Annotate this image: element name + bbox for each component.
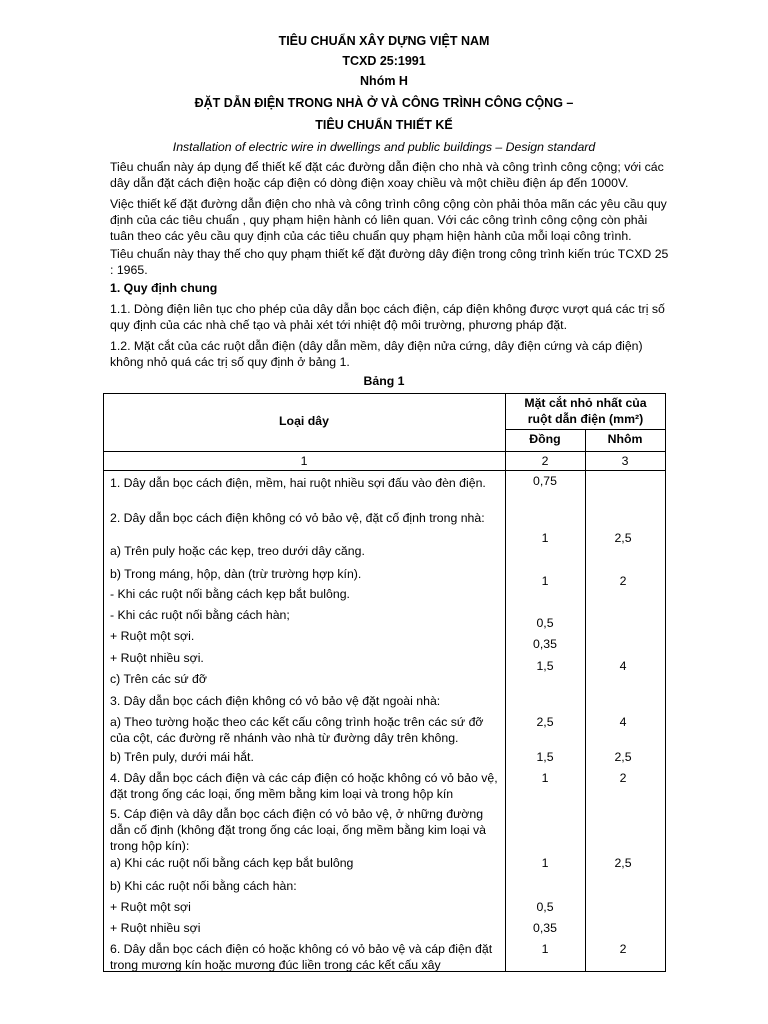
table-row-text: 5. Cáp điện và dây dẫn bọc cách điện có vỏ bảo vệ, ở những đường dẫn cố định (không đặt trong ống các loại, ống mềm bằng kim loại và trong hộp kín): [110,807,486,853]
table-row-text: 4. Dây dẫn bọc cách điện và các cáp điện có hoặc không có vỏ bảo vệ, đặt trong ống các loại, ống mềm bằng kim loại và trong hộp kín [110,771,498,801]
section-1-title: 1. Quy định chung [110,281,218,295]
table-row-text: b) Trong máng, hộp, dàn (trừ trường hợp kín). [110,567,362,581]
table-row-text: a) Khi các ruột nối bằng cách kẹp bắt bulông [110,856,354,870]
column-number-1: 1 [300,454,308,468]
table-row-text: + Ruột một sợi [110,900,191,914]
table-cell-copper: 1 [541,531,549,545]
table-row-text: + Ruột nhiều sợi. [110,651,204,665]
table-cell-copper: 1 [541,574,549,588]
table-cell-copper: 1,5 [536,659,554,673]
table-row-text: a) Trên puly hoặc các kẹp, treo dưới dây căng. [110,544,365,558]
table-row-text: 6. Dây dẫn bọc cách điện có hoặc không có vỏ bảo vệ và cáp điện đặt trong mương kín hoặc mương đúc liền trong các kết cấu xây [110,942,493,972]
header-min-cross-section: Mặt cắt nhỏ nhất của ruột dẫn điện (mm²) [524,396,647,426]
table-row-text: - Khi các ruột nối bằng cách hàn; [110,608,290,622]
table-row-text: 2. Dây dẫn bọc cách điện không có vỏ bảo vệ, đặt cố định trong nhà: [110,511,485,525]
table-cell-copper: 0,5 [536,616,554,630]
table-row-text: - Khi các ruột nối bằng cách kẹp bắt bulông. [110,587,350,601]
document-title-line1: ĐẶT DẪN ĐIỆN TRONG NHÀ Ở VÀ CÔNG TRÌNH CÔNG CỘNG – [194,96,574,110]
specification-table [103,393,666,972]
header-copper: Đồng [529,432,561,446]
table-cell-aluminum: 2,5 [614,750,632,764]
table-cell-aluminum: 4 [619,659,627,673]
table-row-text: 1. Dây dẫn bọc cách điện, mềm, hai ruột nhiều sợi đấu vào đèn điện. [110,476,486,490]
table-caption: Bảng 1 [363,374,405,388]
table-row-text: b) Trên puly, dưới mái hắt. [110,750,254,764]
table-cell-aluminum: 2,5 [614,531,632,545]
table-border-left [103,393,104,972]
table-cell-copper: 1,5 [536,750,554,764]
table-header-bottom [103,451,666,452]
intro-paragraph-1: Tiêu chuẩn này áp dụng để thiết kế đặt các đường dẫn điện cho nhà và công trình công cộng; với các dây dẫn đặt cách điện hoặc cáp điện có dòng điện xoay chiều và một chiều điện áp đến 1000V. [110,160,664,190]
table-cell-copper: 0,5 [536,900,554,914]
table-border-top [103,393,666,394]
header-aluminum: Nhôm [607,432,643,446]
table-cell-aluminum: 2,5 [614,856,632,870]
table-cell-copper: 1 [541,856,549,870]
table-col-divider-1 [505,393,506,972]
country-standard-title: TIÊU CHUẨN XÂY DỰNG VIỆT NAM [278,34,490,48]
table-cell-copper: 2,5 [536,715,554,729]
english-title: Installation of electric wire in dwellings and public buildings – Design standard [172,140,596,154]
table-row-text: a) Theo tường hoặc theo các kết cấu công trình hoặc trên các sứ đỡ của cột, các đường rẽ nhánh vào nhà từ đường dây trên không. [110,715,484,745]
table-cell-copper: 1 [541,771,549,785]
table-number-row-bottom [103,470,666,471]
group-label: Nhóm H [360,74,408,88]
table-row-text: 3. Dây dẫn bọc cách điện không có vỏ bảo vệ đặt ngoài nhà: [110,694,441,708]
standard-code: TCXD 25:1991 [342,54,426,68]
table-cell-copper: 0,35 [533,637,557,651]
table-row-text: + Ruột nhiều sợi [110,921,201,935]
column-number-2: 2 [541,454,549,468]
column-number-3: 3 [621,454,629,468]
table-col-divider-2 [585,429,586,972]
table-row-text: + Ruột một sợi. [110,629,195,643]
table-cell-copper: 0,75 [533,474,557,488]
intro-paragraph-2: Việc thiết kế đặt đường dẫn điện cho nhà và công trình công cộng còn phải thỏa mãn các yêu cầu quy định của các tiêu chuẩn , quy phạm hiện hành có liên quan. Với các công trình công cộng còn phải tuân theo các yêu cầu quy định của các tiêu chuẩn quy phạm hiện hành của mỗi loại công trình. [110,197,667,243]
header-wire-type: Loại dây [279,414,329,428]
table-cell-copper: 0,35 [533,921,557,935]
paragraph-1-1: 1.1. Dòng điện liên tục cho phép của dây dẫn bọc cách điện, cáp điện không được vượt quá các trị số quy định của các nhà chế tạo và phải xét tới nhiệt độ môi trường, phương pháp đặt. [110,302,665,332]
table-cell-aluminum: 4 [619,715,627,729]
table-cell-aluminum: 2 [619,574,627,588]
table-cell-aluminum: 2 [619,771,627,785]
table-cell-aluminum: 2 [619,942,627,956]
table-border-right [665,393,666,972]
intro-paragraph-3: Tiêu chuẩn này thay thế cho quy phạm thiết kế đặt đường dây điện trong công trình kiến trúc TCXD 25 : 1965. [110,247,669,277]
document-title-line2: TIÊU CHUẨN THIẾT KẾ [315,118,453,132]
table-row-text: b) Khi các ruột nối bằng cách hàn: [110,879,297,893]
table-row-text: c) Trên các sứ đỡ [110,672,207,686]
paragraph-1-2: 1.2. Mặt cắt của các ruột dẫn điện (dây dẫn mềm, dây điện nửa cứng, dây điện cứng và cáp điện) không nhỏ quá các trị số quy định ở bảng 1. [110,339,643,369]
table-cell-copper: 1 [541,942,549,956]
